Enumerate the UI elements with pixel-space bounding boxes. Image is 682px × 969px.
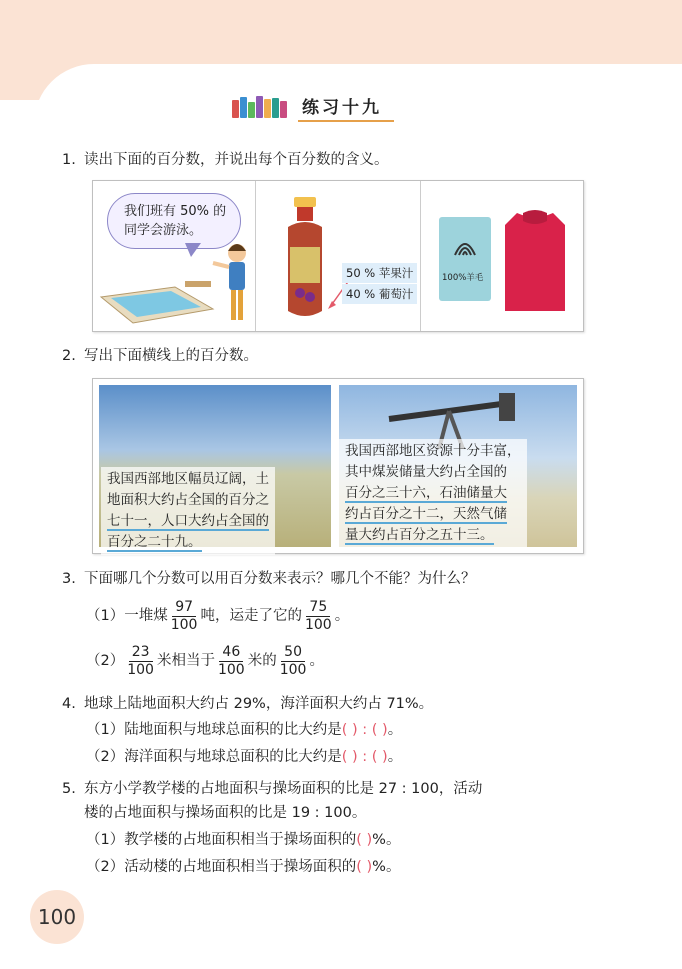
grassland-text: 我国西部地区幅员辽阔，土 地面积大约占全国的百分之 七十一，人口大约占全国的 百分之二十九。 xyxy=(101,467,275,555)
apple-juice-label: 50 % 苹果汁 xyxy=(342,263,417,283)
question-4-item-1: （1）陆地面积与地球总面积的比大约是( ) : ( )。 xyxy=(86,722,403,738)
resources-text: 我国西部地区资源十分丰富， 其中煤炭储量大约占全国的 百分之三十六，石油储量大 约占百分之十二，天然气储 量大约占百分之五十三。 xyxy=(339,439,527,548)
answer-blank[interactable]: ( ) : ( ) xyxy=(341,722,388,738)
question-5: 5. 东方小学教学楼的占地面积与操场面积的比是 27 : 100，活动 xyxy=(62,781,483,797)
wool-mark-icon xyxy=(451,235,479,261)
wool-tag: 100%羊毛 xyxy=(439,217,491,301)
speech-bubble: 我们班有 50% 的 同学会游泳。 xyxy=(107,193,241,249)
fraction: $\frac{23}{100}$ xyxy=(127,643,154,678)
q2-image-panel xyxy=(92,378,584,554)
pool-boy-illustration xyxy=(93,243,255,331)
grape-juice-label: 40 % 葡萄汁 xyxy=(342,284,417,304)
books-icon xyxy=(232,96,288,118)
question-2: 2. 写出下面横线上的百分数。 xyxy=(62,348,258,364)
question-3-item-2: （2） $\frac{23}{100}$ 米相当于 $\frac{46}{100}$ 米的 $\frac{50}{100}$ 。 xyxy=(86,643,324,678)
question-3: 3. 下面哪几个分数可以用百分数来表示？哪几个不能？为什么？ xyxy=(62,571,476,587)
q1-image-panel xyxy=(92,180,584,332)
fraction: $\frac{46}{100}$ xyxy=(217,643,245,678)
sweater-scene xyxy=(421,181,583,331)
question-5-line-2: 楼的占地面积与操场面积的比是 19 : 100。 xyxy=(84,805,367,821)
question-3-item-1: （1） 一堆煤 $\frac{97}{100}$ 吨，运走了它的 $\frac{75}{100}$ 。 xyxy=(86,598,350,633)
section-title xyxy=(232,93,394,121)
fraction: $\frac{97}{100}$ xyxy=(170,598,198,633)
page-title: 练习十九 xyxy=(298,93,394,122)
answer-blank[interactable]: ( ) xyxy=(356,832,373,848)
question-4-item-2: （2）海洋面积与地球总面积的比大约是( ) : ( )。 xyxy=(86,749,403,765)
oil-pump-photo xyxy=(339,385,577,547)
grassland-photo xyxy=(99,385,331,550)
red-sweater xyxy=(497,207,573,319)
juice-scene xyxy=(256,181,421,331)
answer-blank[interactable]: ( ) : ( ) xyxy=(341,749,388,765)
fraction: $\frac{75}{100}$ xyxy=(304,598,332,633)
question-5-item-2: （2）活动楼的占地面积相当于操场面积的( )%。 xyxy=(86,859,401,875)
question-5-item-1: （1）教学楼的占地面积相当于操场面积的( )%。 xyxy=(86,832,401,848)
page-number: 100 xyxy=(37,905,77,929)
fraction: $\frac{50}{100}$ xyxy=(279,643,307,678)
swim-scene xyxy=(93,181,256,331)
question-4: 4. 地球上陆地面积大约占 29%，海洋面积大约占 71%。 xyxy=(62,696,434,712)
question-1: 1. 读出下面的百分数，并说出每个百分数的含义。 xyxy=(62,152,389,168)
answer-blank[interactable]: ( ) xyxy=(356,859,373,875)
